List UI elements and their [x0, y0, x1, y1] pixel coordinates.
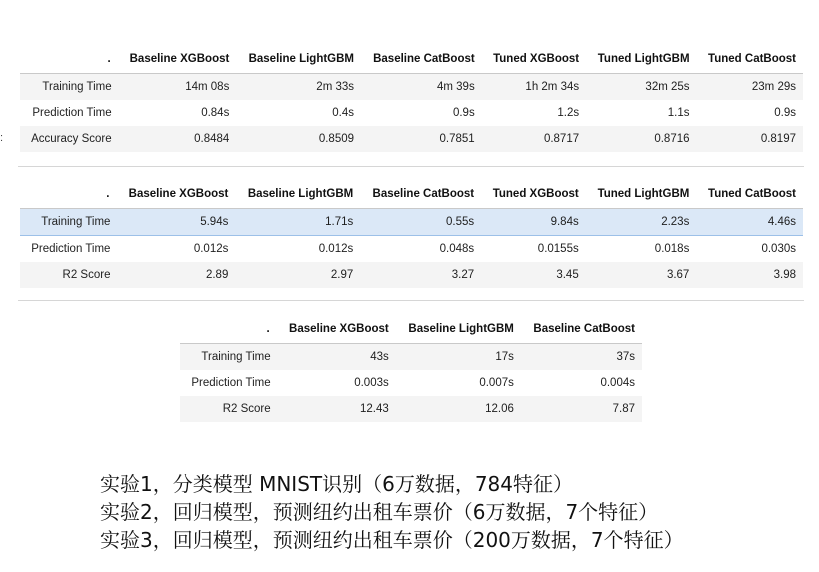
table-cell: 14m 08s — [185, 81, 230, 93]
row-header: Training Time — [201, 351, 271, 363]
table-cell: 2m 33s — [316, 81, 355, 93]
table-cell: 0.8716 — [654, 133, 690, 145]
table-cell: 0.007s — [479, 377, 514, 389]
table-header-row — [180, 315, 642, 344]
note-experiment-1: 实验1，分类模型 MNIST识别（6万数据，784特征） — [100, 472, 574, 496]
note-experiment-2: 实验2，回归模型，预测纽约出租车票价（6万数据，7个特征） — [100, 500, 659, 524]
table-row — [180, 344, 642, 371]
table-cell: 1.71s — [235, 209, 360, 236]
table-experiment-3 — [180, 315, 642, 422]
table-cell: 0.012s — [318, 243, 354, 255]
table-cell: 2.23s — [586, 209, 697, 236]
table-row — [20, 262, 803, 288]
column-header: Tuned XGBoost — [482, 45, 586, 74]
table-cell: 1h 2m 34s — [525, 81, 580, 93]
experiment-notes — [100, 470, 684, 554]
table-row — [180, 396, 642, 422]
table-cell: 0.55s — [360, 209, 481, 236]
table-cell: 5.94s — [116, 209, 235, 236]
table-cell: 3.98 — [773, 269, 796, 281]
index-header: . — [20, 45, 118, 74]
row-header: R2 Score — [62, 269, 111, 281]
table-cell: 0.7851 — [439, 133, 475, 145]
table-cell: 2.97 — [330, 269, 354, 281]
table-cell: 0.003s — [354, 377, 389, 389]
column-header: Baseline XGBoost — [277, 315, 396, 344]
column-header: Baseline CatBoost — [360, 180, 481, 209]
table-cell: 0.9s — [452, 107, 475, 119]
index-header: . — [180, 315, 277, 344]
row-header: Prediction Time — [191, 377, 271, 389]
table-experiment-1 — [20, 45, 803, 152]
column-header: Baseline LightGBM — [235, 180, 360, 209]
table-row-highlighted[interactable] — [20, 209, 803, 236]
table-cell: 0.018s — [654, 243, 690, 255]
row-header: Training Time — [20, 209, 116, 236]
divider — [18, 300, 804, 301]
row-header: Training Time — [42, 81, 112, 93]
table-row — [180, 370, 642, 396]
column-header: Baseline XGBoost — [118, 45, 237, 74]
table-cell: 0.030s — [761, 243, 796, 255]
row-header: Prediction Time — [32, 107, 112, 119]
table-experiment-2 — [20, 180, 803, 288]
table-cell: 3.27 — [451, 269, 475, 281]
table-cell: 4m 39s — [436, 81, 475, 93]
divider — [18, 166, 804, 167]
table-cell: 3.67 — [666, 269, 690, 281]
column-header: Tuned XGBoost — [481, 180, 586, 209]
table-row — [20, 126, 803, 152]
table-row — [20, 236, 803, 263]
table-cell: 0.8509 — [318, 133, 355, 145]
table-cell: 7.87 — [612, 403, 635, 415]
table-cell: 0.8484 — [194, 133, 230, 145]
row-header: Prediction Time — [31, 243, 111, 255]
column-header: Baseline LightGBM — [396, 315, 521, 344]
note-experiment-3: 实验3，回归模型，预测纽约出租车票价（200万数据，7个特征） — [100, 528, 684, 552]
table-cell: 4.46s — [696, 209, 803, 236]
table-cell: 0.84s — [201, 107, 230, 119]
table-cell: 43s — [370, 351, 389, 363]
column-header: Baseline LightGBM — [236, 45, 361, 74]
table-cell: 1.1s — [667, 107, 690, 119]
column-header: Tuned CatBoost — [697, 45, 803, 74]
table-header-row — [20, 45, 803, 74]
table-cell: 0.9s — [774, 107, 796, 119]
column-header: Baseline CatBoost — [361, 45, 482, 74]
table-cell: 23m 29s — [751, 81, 796, 93]
table-cell: 0.4s — [332, 107, 355, 119]
table-cell: 0.004s — [600, 377, 635, 389]
table-cell: 17s — [495, 351, 514, 363]
table-cell: 0.8717 — [543, 133, 580, 145]
table-cell: 12.43 — [359, 403, 389, 415]
table-cell: 0.012s — [193, 243, 229, 255]
row-header: R2 Score — [222, 403, 271, 415]
column-header: Tuned LightGBM — [586, 180, 697, 209]
table-row — [20, 74, 803, 101]
table-cell: 32m 25s — [645, 81, 690, 93]
table-row — [20, 100, 803, 126]
table-cell: 3.45 — [556, 269, 579, 281]
table-cell: 0.8197 — [760, 133, 796, 145]
table-cell: 2.89 — [205, 269, 229, 281]
table-cell: 1.2s — [557, 107, 580, 119]
table-cell: 0.048s — [439, 243, 475, 255]
edge-mark: : — [0, 132, 4, 144]
column-header: Tuned CatBoost — [696, 180, 803, 209]
column-header: Baseline CatBoost — [521, 315, 642, 344]
row-header: Accuracy Score — [31, 133, 112, 145]
index-header: . — [20, 180, 116, 209]
table-cell: 12.06 — [485, 403, 514, 415]
table-cell: 37s — [616, 351, 635, 363]
column-header: Tuned LightGBM — [586, 45, 696, 74]
table-cell: 0.0155s — [537, 243, 579, 255]
table-cell: 9.84s — [481, 209, 586, 236]
column-header: Baseline XGBoost — [116, 180, 235, 209]
table-header-row — [20, 180, 803, 209]
